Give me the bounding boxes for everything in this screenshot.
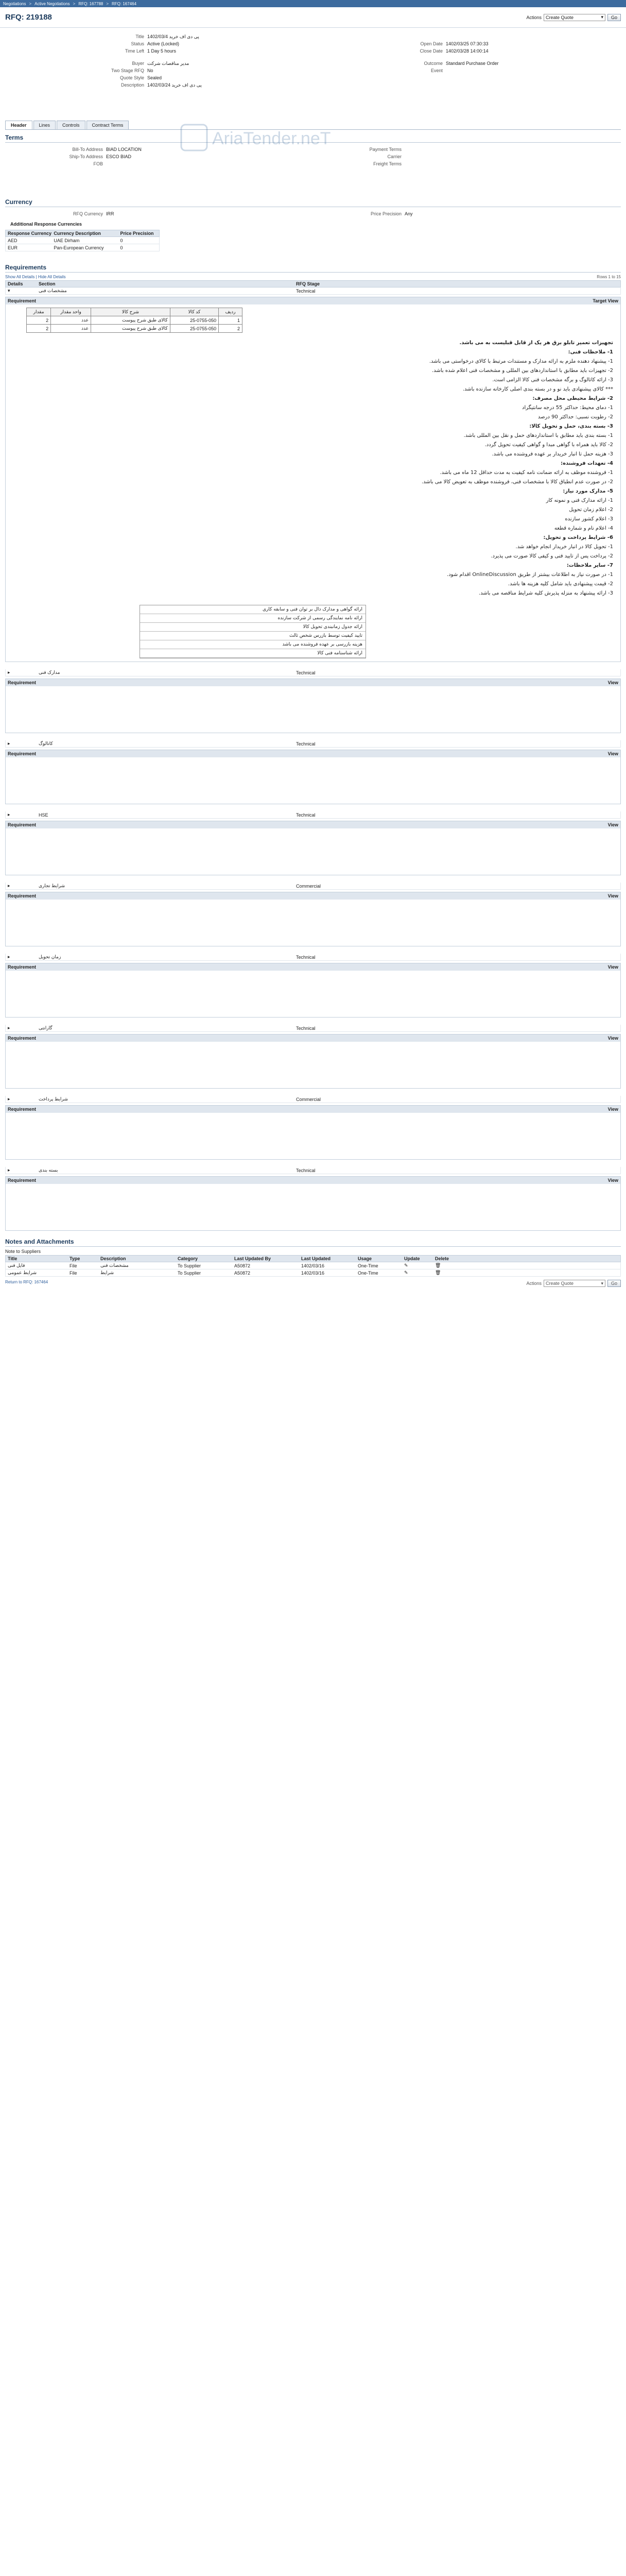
page-header (0, 7, 626, 28)
payment-terms-label: Payment Terms (369, 147, 402, 152)
time-left-field (103, 48, 176, 54)
requirements-table-header (5, 280, 621, 287)
section-name: شرایط تجاری (39, 883, 65, 888)
outcome-value: Standard Purchase Order (446, 61, 499, 66)
close-date-field (402, 48, 489, 54)
target-view-label: Target View (593, 298, 618, 303)
bill-to-field (62, 147, 142, 152)
carrier-label: Carrier (387, 154, 402, 159)
requirement-detail (5, 892, 621, 946)
actions-select-value: Create Quote (545, 14, 574, 20)
title-field (103, 34, 199, 40)
cell: 2 (219, 325, 242, 333)
title-label: Title (135, 34, 144, 39)
ship-to-link[interactable]: ESCO BIAD (106, 154, 132, 159)
requirements-section-row (5, 954, 621, 961)
table-row (5, 244, 160, 251)
requirement-paragraph: 1- دمای محیط: حداکثر 55 درجه سانتیگراد (521, 405, 613, 411)
col-type: Type (69, 1256, 80, 1261)
requirement-detail-header (6, 821, 620, 828)
requirement-paragraph: 3- ارائه کاتالوگ و برگه مشخصات فنی کالا الزامی است. (492, 377, 613, 383)
requirement-body (6, 828, 620, 875)
requirement-paragraph: 3- بسته بندی، حمل و تحویل کالا: (529, 423, 613, 429)
col-qty: مقدار (27, 308, 51, 316)
chevron-down-icon: ▾ (601, 1280, 603, 1286)
requirement-label: Requirement (8, 893, 37, 899)
rfq-currency-label: RFQ Currency (73, 211, 103, 216)
requirement-detail (5, 1105, 621, 1160)
cell: AED (8, 238, 18, 243)
requirement-label: Requirement (8, 298, 37, 303)
event-field (402, 68, 446, 73)
page-title: RFQ: 219188 (5, 13, 52, 22)
view-label: View (607, 893, 618, 899)
cell: File (69, 1270, 77, 1276)
cell: UAE Dirham (54, 238, 80, 243)
footer-go-button[interactable]: Go (607, 1280, 621, 1287)
col-rfq-stage: RFQ Stage (296, 281, 320, 286)
cell: 0 (120, 245, 123, 250)
cell: کالای طبق شرح پیوست (91, 325, 170, 333)
currency-panel (0, 209, 626, 230)
requirement-detail-header (6, 1177, 620, 1184)
show-details-icon[interactable]: ▸ (8, 670, 10, 675)
table-row (5, 1269, 621, 1277)
sep: > (29, 1, 32, 6)
cell: A50872 (234, 1263, 251, 1268)
callout-line: ارائه گواهی و مدارک دال بر توان فنی و سابقه کاری (140, 605, 366, 614)
delete-icon[interactable]: 🗑 (435, 1263, 441, 1268)
requirement-paragraph: 2- اعلام زمان تحویل (569, 507, 613, 513)
edit-icon[interactable]: ✎ (404, 1263, 408, 1268)
view-label: View (607, 822, 618, 827)
open-date-value: 1402/03/25 07:30:33 (446, 41, 489, 46)
cell: To Supplier (178, 1263, 201, 1268)
quote-style-label: Quote Style (119, 75, 144, 80)
requirements-section-row (5, 669, 621, 676)
requirement-paragraph: 1- ملاحظات فنی: (568, 349, 613, 355)
tab-lines[interactable]: Lines (33, 121, 56, 129)
col-details: Details (8, 281, 23, 286)
status-value: Active (Locked) (147, 41, 180, 46)
requirement-body (6, 900, 620, 946)
requirement-label: Requirement (8, 1036, 37, 1041)
col-last-updated-by: Last Updated By (234, 1256, 271, 1261)
breadcrumb-rfq-1[interactable]: RFQ: 167788 (78, 1, 103, 6)
buyer-label: Buyer (132, 61, 144, 66)
col-update: Update (404, 1256, 420, 1261)
table-row (5, 237, 160, 244)
section-stage: Technical (296, 954, 316, 960)
requirement-body (6, 1184, 620, 1230)
requirement-paragraph: 2- رطوبت نسبی: حداکثر 90 درصد (537, 414, 613, 420)
requirement-label: Requirement (8, 751, 37, 756)
time-left-value: 1 Day 5 hours (147, 48, 177, 54)
requirement-body (6, 686, 620, 733)
requirements-pager (5, 275, 621, 279)
section-name: HSE (39, 812, 48, 818)
requirement-body (6, 1113, 620, 1159)
section-name: کاتالوگ (39, 741, 53, 746)
description-label: Description (120, 82, 144, 88)
requirement-detail-header (6, 892, 620, 900)
outcome-label: Outcome (424, 61, 443, 66)
cell: عدد (51, 316, 91, 325)
carrier-field (360, 154, 405, 159)
quote-style-field (103, 75, 162, 80)
buyer-field (103, 61, 189, 66)
col-item-code: کد کالا (170, 308, 218, 316)
requirement-label: Requirement (8, 680, 37, 685)
callout-line: ارائه نامه نمایندگی رسمی از شرکت سازنده (140, 614, 366, 623)
requirement-paragraph: 2- پرداخت پس از تایید فنی و کیفی کالا صورت می پذیرد. (491, 553, 613, 559)
col-unit: واحد مقدار (51, 308, 91, 316)
col-title: Title (8, 1256, 18, 1261)
requirement-detail-header (6, 1035, 620, 1042)
fob-field (62, 161, 106, 166)
currency-table-header (5, 230, 160, 237)
description-value: 1402/03/24 پی دی اف خرید (147, 82, 202, 88)
view-label: View (607, 964, 618, 970)
show-details-icon[interactable]: ▸ (8, 741, 10, 746)
rows-range: Rows 1 to 15 (597, 275, 621, 279)
table-row (27, 325, 242, 333)
cell: File (69, 1263, 77, 1268)
cell: 25-0755-050 (170, 325, 218, 333)
footer-actions-select[interactable] (544, 1280, 605, 1287)
callout-line: تایید کیفیت توسط بازرس شخص ثالث (140, 632, 366, 640)
requirement-detail (5, 1034, 621, 1089)
requirements-section-row (5, 883, 621, 890)
section-stage: Commercial (296, 1096, 321, 1102)
breadcrumb (0, 0, 626, 7)
cell: مشخصات فنی (100, 1263, 129, 1268)
requirement-paragraph: *** کالای پیشنهادی باید نو و در بسته بندی اصلی کارخانه سازنده باشد. (462, 386, 613, 392)
show-details-icon[interactable]: ▸ (8, 883, 10, 888)
footer-actions-label: Actions (526, 1281, 542, 1286)
ship-to-field (62, 154, 131, 159)
requirement-paragraph: 4- اعلام نام و شماره قطعه (554, 526, 613, 531)
section-name: زمان تحویل (39, 954, 61, 959)
watermark-logo (180, 120, 350, 156)
requirement-paragraph: 1- تحویل کالا در انبار خریدار انجام خواهد شد. (515, 544, 613, 550)
requirement-paragraph: 2- در صورت عدم انطباق کالا با مشخصات فنی، فروشنده موظف به تعویض کالا می باشد. (421, 479, 613, 485)
requirement-label: Requirement (8, 1107, 37, 1112)
section-name: گارانتی (39, 1025, 53, 1030)
view-label: View (607, 1036, 618, 1041)
section-stage: Commercial (296, 883, 321, 889)
requirement-detail-header (6, 1106, 620, 1113)
col-currency-description: Currency Description (54, 231, 101, 236)
requirements-section-row (5, 287, 621, 295)
requirement-detail-header (6, 963, 620, 971)
summary-panel (0, 28, 626, 121)
freight-terms-field (360, 161, 405, 166)
requirement-paragraph: 2- کالا باید همراه با گواهی مبدا و گواهی کیفیت تحویل گردد. (484, 442, 613, 448)
rfq-currency-field (62, 211, 114, 216)
requirement-detail (5, 679, 621, 733)
cell: عدد (51, 325, 91, 333)
requirement-callout (140, 605, 366, 658)
requirement-detail (5, 297, 621, 662)
requirement-detail-header (6, 679, 620, 686)
requirement-detail (5, 821, 621, 875)
table-row (27, 316, 242, 325)
requirement-detail (5, 750, 621, 804)
section-stage: Technical (296, 288, 316, 294)
cell: A50872 (234, 1270, 251, 1276)
terms-heading: Terms (5, 134, 621, 143)
price-precision-value: Any (405, 211, 413, 216)
breadcrumb-active[interactable]: Active Negotiations (34, 1, 70, 6)
close-date-label: Close Date (420, 48, 443, 54)
requirements-heading: Requirements (5, 264, 621, 273)
freight-terms-label: Freight Terms (373, 161, 402, 166)
cell: 0 (120, 238, 123, 243)
time-left-label: Time Left (125, 48, 144, 54)
cell: 1402/03/16 (301, 1263, 325, 1268)
requirement-body (6, 757, 620, 804)
notes-heading: Notes and Attachments (5, 1238, 621, 1247)
section-stage: Technical (296, 670, 316, 675)
col-delete: Delete (435, 1256, 449, 1261)
cell: 1402/03/16 (301, 1270, 325, 1276)
cell: شرایط (100, 1270, 114, 1275)
col-price-precision: Price Precision (120, 231, 154, 236)
cell: EUR (8, 245, 18, 250)
actions-label: Actions (526, 14, 542, 20)
two-stage-field (103, 68, 153, 73)
table-row (5, 1262, 621, 1269)
col-row: ردیف (219, 308, 242, 316)
show-details-icon[interactable]: ▸ (8, 1167, 10, 1173)
breadcrumb-negotiations[interactable]: Negotiations (3, 1, 26, 6)
callout-line: ارائه جدول زمانبندی تحویل کالا (140, 623, 366, 632)
requirement-text (6, 336, 620, 602)
cell: Pan-European Currency (54, 245, 104, 250)
view-label: View (607, 1178, 618, 1183)
col-category: Category (178, 1256, 198, 1261)
requirement-paragraph: 4- تعهدات فروشنده: (561, 461, 613, 466)
watermark-shape (181, 125, 207, 150)
go-button[interactable]: Go (607, 14, 621, 21)
requirement-body (6, 1042, 620, 1088)
hide-details-icon[interactable]: ▾ (8, 288, 10, 293)
ship-to-label: Ship-To Address (69, 154, 103, 159)
view-label: View (607, 751, 618, 756)
requirement-detail (5, 1176, 621, 1231)
section-stage: Technical (296, 1025, 316, 1031)
open-date-field (402, 41, 489, 46)
chevron-down-icon: ▾ (601, 14, 603, 20)
additional-currencies-label: Additional Response Currencies (10, 222, 82, 227)
buyer-value: مدیر مناقصات شرکت (147, 61, 189, 66)
requirement-paragraph: 1- پیشنهاد دهنده ملزم به ارائه مدارک و مستندات مرتبط با کالای درخواستی می باشد. (429, 359, 613, 364)
sep: > (106, 1, 109, 6)
section-stage: Technical (296, 812, 316, 818)
section-stage: Technical (296, 741, 316, 747)
quote-style-value: Sealed (147, 75, 162, 80)
cell: 2 (27, 316, 51, 325)
status-field (103, 41, 179, 46)
section-name: شرایط پرداخت (39, 1096, 68, 1101)
price-precision-field (360, 211, 413, 216)
actions-select[interactable] (544, 14, 605, 21)
col-response-currency: Response Currency (8, 231, 52, 236)
open-date-label: Open Date (420, 41, 443, 46)
requirement-label: Requirement (8, 822, 37, 827)
view-label: View (607, 1107, 618, 1112)
items-table (26, 308, 242, 333)
requirements-section-row (5, 1167, 621, 1174)
bill-to-link[interactable]: BIAD LOCATION (106, 147, 142, 152)
cell: شرایط عمومی (8, 1270, 37, 1275)
requirements-section-row (5, 1096, 621, 1103)
cell: 1 (219, 316, 242, 325)
two-stage-value: No (147, 68, 153, 73)
requirement-detail-header (6, 750, 620, 757)
sep: > (73, 1, 76, 6)
col-item-desc: شرح کالا (91, 308, 170, 316)
requirement-note-title: تجهیزات تعمیر تابلو برق هر یک از قابل قبلیست به می باشد. (459, 340, 613, 346)
cell: 2 (27, 325, 51, 333)
show-details-icon[interactable]: ▸ (8, 1096, 10, 1101)
requirement-label: Requirement (8, 964, 37, 970)
payment-terms-field (360, 147, 405, 152)
extra-requirement-sections (0, 669, 626, 1231)
status-label: Status (131, 41, 144, 46)
requirement-paragraph: 1- فروشنده موظف به ارائه ضمانت نامه کیفیت به مدت حداقل 12 ماه می باشد. (440, 470, 613, 476)
note-to-suppliers-label: Note to Suppliers (5, 1249, 41, 1254)
section-name: مشخصات فنی (39, 288, 67, 293)
section-name: بسته بندی (39, 1167, 58, 1173)
requirement-paragraph: 1- ارائه مدارک فنی و نمونه کار (546, 498, 613, 503)
requirement-paragraph: 3- هزینه حمل تا انبار خریدار بر عهده فروشنده می باشد. (492, 451, 613, 457)
notes-table-header (5, 1255, 621, 1262)
tab-contract-terms[interactable]: Contract Terms (86, 121, 129, 129)
show-details-icon[interactable]: ▸ (8, 1025, 10, 1030)
requirement-paragraph: 7- ساير ملاحظات: (566, 563, 613, 568)
tab-header[interactable]: Header (5, 121, 32, 129)
requirement-paragraph: 2- قیمت پیشنهادی باید شامل کلیه هزینه ها باشد. (508, 581, 613, 587)
edit-icon[interactable]: ✎ (404, 1270, 408, 1275)
watermark-text: AriaTender.neT (212, 129, 331, 148)
footer-actions (526, 1280, 621, 1287)
cell: فایل فنی (8, 1263, 25, 1268)
requirement-paragraph: 1- بسته بندی باید مطابق با استانداردهای حمل و نقل بین المللی باشد. (463, 433, 613, 438)
tab-controls[interactable]: Controls (57, 121, 85, 129)
page-footer (5, 1280, 621, 1287)
delete-icon[interactable]: 🗑 (435, 1270, 441, 1275)
return-link[interactable]: Return to RFQ: 167464 (5, 1280, 48, 1284)
requirements-section-row (5, 1025, 621, 1032)
view-label: View (607, 680, 618, 685)
close-date-value: 1402/03/28 14:00:14 (446, 48, 489, 54)
requirement-body (6, 971, 620, 1017)
actions-bar (526, 14, 621, 21)
footer-actions-value: Create Quote (545, 1281, 574, 1286)
requirement-label: Requirement (8, 1178, 37, 1183)
cell: To Supplier (178, 1270, 201, 1276)
requirement-paragraph: 3- اعلام کشور سازنده (565, 516, 613, 522)
outcome-field (402, 61, 499, 66)
requirement-detail-header (6, 297, 620, 304)
description-field (103, 82, 202, 88)
price-precision-label: Price Precision (370, 211, 402, 216)
items-table-header (27, 308, 242, 316)
breadcrumb-rfq-2[interactable]: RFQ: 167464 (112, 1, 137, 6)
cell: One-Time (358, 1270, 378, 1276)
fob-label: FOB (93, 161, 103, 166)
section-name: مدارک فنی (39, 670, 60, 675)
requirement-detail (5, 963, 621, 1018)
cell: 25-0755-050 (170, 316, 218, 325)
requirement-paragraph: 3- ارائه پیشنهاد به منزله پذیرش کلیه شرایط مناقصه می باشد. (478, 590, 613, 596)
event-label: Event (430, 68, 443, 73)
cell: One-Time (358, 1263, 378, 1268)
show-hide-details-link[interactable]: Show All Details | Hide All Details (5, 275, 66, 279)
show-details-icon[interactable]: ▸ (8, 954, 10, 959)
requirement-paragraph: 1- در صورت نیاز به اطلاعات بیشتر از طریق OnlineDiscussion اقدام شود. (447, 572, 613, 578)
rfq-currency-value: IRR (106, 211, 114, 216)
show-details-icon[interactable]: ▸ (8, 812, 10, 817)
requirement-paragraph: 2- شرایط محیطی محل مصرف: (532, 396, 613, 401)
currency-heading: Currency (5, 198, 621, 207)
title-value: 1402/03/4 پی دی اف خرید (147, 34, 199, 39)
col-description: Description (100, 1256, 126, 1261)
col-section: Section (39, 281, 56, 286)
callout-line: ارائه شناسنامه فنی کالا (140, 649, 366, 658)
bill-to-label: Bill-To Address (72, 147, 103, 152)
section-stage: Technical (296, 1167, 316, 1173)
requirement-paragraph: 6- شرایط پرداخت و تحویل: (543, 535, 613, 540)
requirement-paragraph: 5- مدارک مورد نیاز: (563, 488, 613, 494)
requirements-section-row (5, 740, 621, 748)
requirements-section-row (5, 811, 621, 819)
two-stage-label: Two Stage RFQ (111, 68, 144, 73)
requirement-paragraph: 2- تجهیزات باید مطابق با استانداردهای بین المللی و مشخصات فنی اعلام شده باشد. (432, 368, 613, 374)
col-last-updated: Last Updated (301, 1256, 331, 1261)
requirement-paragraphs (13, 348, 613, 598)
cell: کالای طبق شرح پیوست (91, 316, 170, 325)
callout-line: هزینه بازرسی بر عهده فروشنده می باشد (140, 640, 366, 649)
col-usage: Usage (358, 1256, 372, 1261)
